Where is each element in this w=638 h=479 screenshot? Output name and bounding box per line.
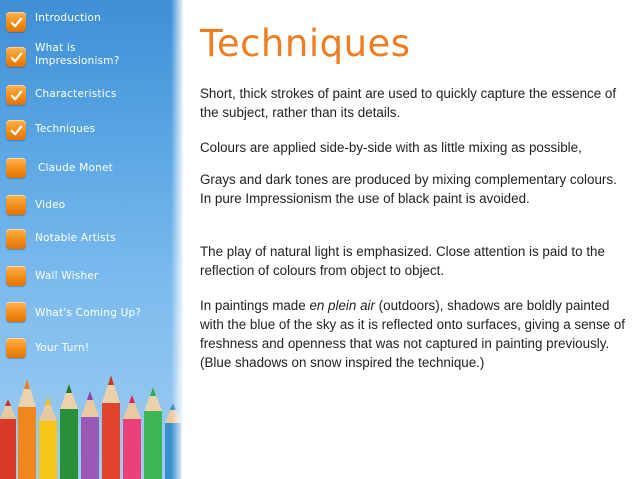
paragraph-grays: Grays and dark tones are produced by mixing complementary colours. In pure Impressionism the use of black paint is avoided. [200, 172, 617, 206]
checkbox-icon [6, 85, 26, 105]
nav-item-what-is-impressionism[interactable] [6, 42, 176, 68]
nav-label: Techniques [35, 123, 96, 135]
checkbox-icon [6, 338, 26, 358]
nav-item-introduction[interactable] [6, 12, 176, 32]
checkbox-icon [6, 12, 26, 32]
paragraph-colours: Colours are applied side-by-side with as little mixing as possible, [200, 140, 582, 155]
nav-item-techniques[interactable] [6, 120, 176, 140]
checkbox-icon [6, 229, 26, 249]
checkbox-icon [6, 158, 26, 178]
nav-item-video[interactable] [6, 195, 176, 215]
paragraph-plein-air [200, 296, 630, 372]
nav-item-characteristics[interactable] [6, 85, 176, 105]
text-segment: In paintings made [200, 298, 310, 313]
nav-label: Your Turn! [35, 342, 90, 354]
nav-item-your-turn[interactable] [6, 338, 176, 358]
paragraph-natural-light: The play of natural light is emphasized. Close attention is paid to the reflection of colours from object to object. [200, 244, 605, 278]
paragraph-strokes: Short, thick strokes of paint are used to quickly capture the essence of the subject, rather than its details. [200, 86, 617, 120]
nav-label: Introduction [35, 12, 101, 24]
checkbox-icon [6, 266, 26, 286]
page-title: Techniques [200, 22, 411, 65]
checkbox-icon [6, 302, 26, 322]
checkbox-icon [6, 120, 26, 140]
checkbox-icon [6, 47, 26, 67]
nav-label: Notable Artists [35, 232, 116, 244]
text-segment: (outdoors), shadows are boldly painted with the blue of the sky as it is reflected onto surfaces, giving a sense of freshness and openness that was not captured in painting previously. (Blue shadows on snow inspired the technique.) [200, 298, 626, 370]
nav-label: What's Coming Up? [35, 307, 142, 319]
nav-item-whats-coming-up[interactable] [6, 302, 176, 322]
sidebar [0, 0, 183, 479]
nav-item-notable-artists[interactable] [6, 229, 176, 249]
nav-label: Video [35, 199, 66, 211]
emphasis-text: en plein air [309, 298, 375, 313]
nav-item-claude-monet[interactable] [6, 158, 176, 178]
nav-item-wall-wisher[interactable] [6, 266, 176, 286]
nav-label: Characteristics [35, 88, 117, 100]
colored-pencils-icon [0, 359, 183, 479]
nav-label: What is Impressionism? [35, 42, 120, 67]
nav-label: Claude Monet [38, 162, 113, 174]
checkbox-icon [6, 195, 26, 215]
nav-label: Wall Wisher [35, 270, 99, 282]
